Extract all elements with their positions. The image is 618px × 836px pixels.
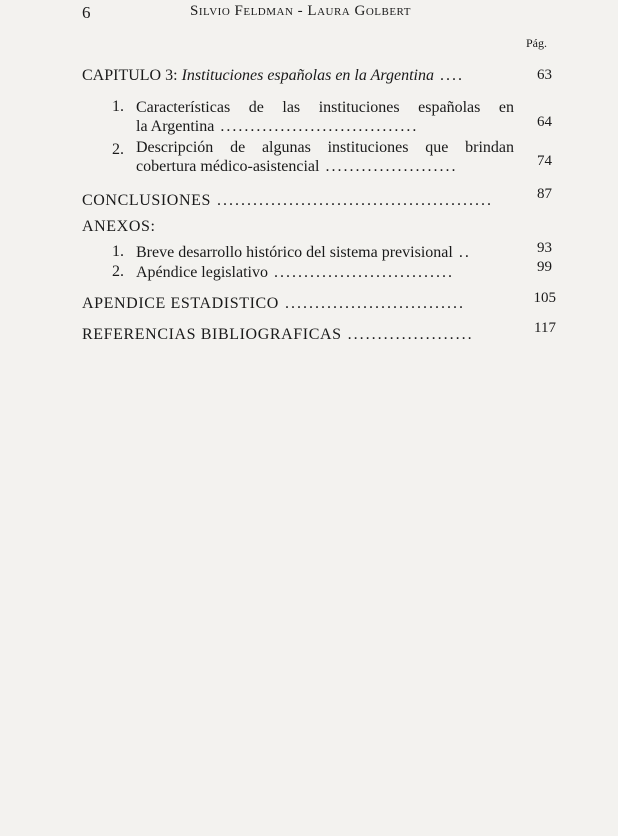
toc-item-1-leader: ................................. bbox=[214, 118, 419, 135]
apendice-label: APENDICE ESTADISTICO bbox=[82, 295, 279, 312]
anexo-2-number: 2. bbox=[112, 263, 124, 280]
anexo-1-page: 93 bbox=[537, 240, 552, 256]
anexo-2-leader: .............................. bbox=[267, 264, 454, 281]
page-number: 6 bbox=[82, 3, 91, 22]
toc-item-2-line1: Descripción de algunas instituciones que brindan bbox=[136, 139, 514, 156]
anexo-2 bbox=[136, 263, 454, 282]
page-column-label: Pág. bbox=[526, 36, 547, 50]
referencias-label: REFERENCIAS BIBLIOGRAFICAS bbox=[82, 326, 342, 343]
toc-item-2-page: 74 bbox=[537, 153, 552, 169]
toc-chapter-3 bbox=[82, 66, 464, 85]
apendice-page: 105 bbox=[533, 290, 556, 306]
toc-conclusiones bbox=[82, 191, 493, 210]
toc-item-1-line2 bbox=[136, 117, 418, 136]
chapter-prefix: CAPITULO 3: bbox=[82, 67, 182, 84]
anexo-2-text: Apéndice legislativo bbox=[136, 264, 268, 281]
anexo-1-text: Breve desarrollo histórico del sistema previsional bbox=[136, 244, 453, 261]
anexo-1-leader: .. bbox=[452, 244, 471, 261]
anexo-1-number: 1. bbox=[112, 243, 124, 260]
referencias-leader: ..................... bbox=[341, 326, 474, 343]
toc-anexos-heading: ANEXOS: bbox=[82, 218, 156, 235]
toc-item-1-line2-text: la Argentina bbox=[136, 118, 215, 135]
chapter-page: 63 bbox=[537, 67, 552, 83]
toc-item-2-number: 2. bbox=[112, 141, 124, 158]
toc-apendice-estadistico bbox=[82, 294, 465, 313]
toc-item-2-line2 bbox=[136, 157, 457, 176]
toc-referencias-bibliograficas bbox=[82, 325, 474, 344]
toc-item-1-number: 1. bbox=[112, 98, 124, 115]
chapter-title: Instituciones españolas en la Argentina bbox=[181, 67, 434, 84]
toc-item-1-page: 64 bbox=[537, 114, 552, 130]
toc-item-2-line2-text: cobertura médico-asistencial bbox=[136, 158, 320, 175]
toc-item-1-line1: Características de las instituciones españolas en bbox=[136, 99, 514, 116]
toc-item-2-leader: ...................... bbox=[319, 158, 458, 175]
anexo-1 bbox=[136, 243, 471, 262]
running-head: Silvio Feldman - Laura Golbert bbox=[190, 3, 411, 19]
apendice-leader: .............................. bbox=[278, 295, 465, 312]
anexo-2-page: 99 bbox=[537, 259, 552, 275]
conclusiones-label: CONCLUSIONES bbox=[82, 192, 211, 209]
conclusiones-leader: .............................................. bbox=[211, 192, 493, 209]
conclusiones-page: 87 bbox=[537, 186, 552, 202]
referencias-page: 117 bbox=[534, 320, 556, 336]
chapter-leader: .... bbox=[433, 67, 464, 84]
